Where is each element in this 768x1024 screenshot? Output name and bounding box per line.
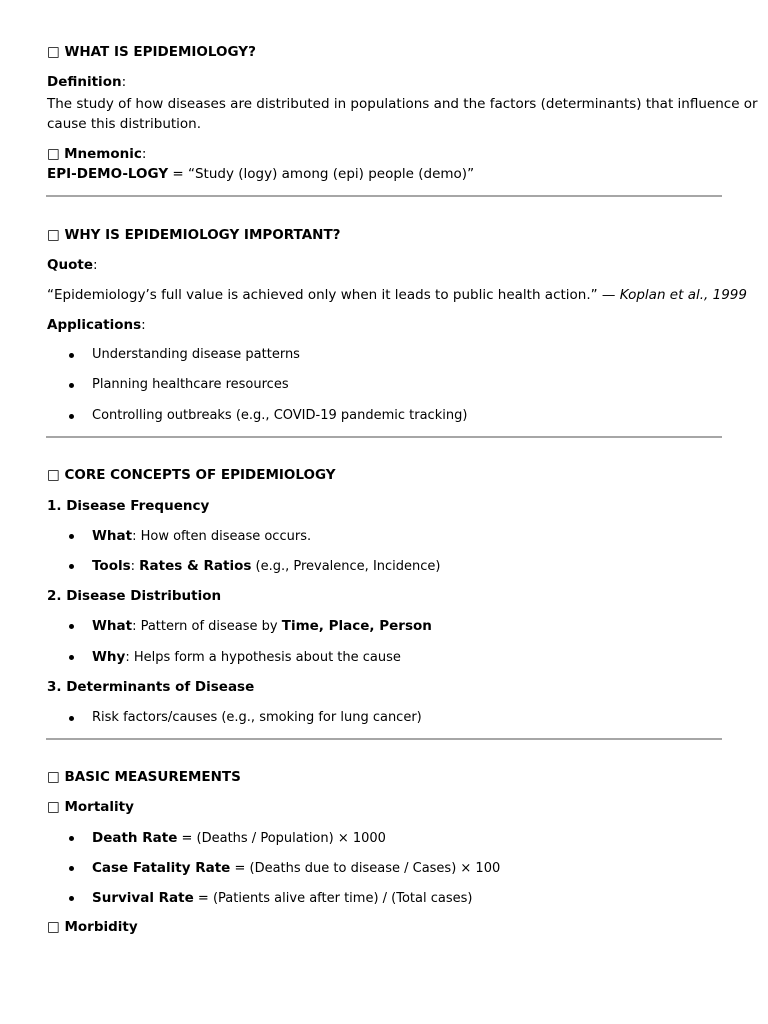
placeholder-icon: □: [47, 769, 60, 785]
item-text: : How often disease occurs.: [132, 529, 312, 544]
bullet-icon: [69, 534, 74, 539]
section-heading-why-important: [47, 226, 341, 244]
definition-text-line-2: cause this distribution.: [47, 116, 202, 132]
subheading-text: Morbidity: [64, 919, 138, 935]
list-item: [92, 648, 401, 667]
bullet-icon: [69, 414, 74, 419]
mnemonic-label: Mnemonic: [64, 146, 142, 162]
item-label: What: [92, 618, 133, 634]
definition-label-line: [47, 73, 126, 91]
list-item: [92, 557, 440, 576]
bullet-icon: [69, 564, 74, 569]
list-item: [92, 617, 432, 636]
list-item: [92, 829, 386, 848]
item-text: : Helps form a hypothesis about the cause: [125, 650, 401, 665]
subheading-disease-distribution: 2. Disease Distribution: [47, 588, 222, 604]
list-item: [92, 527, 311, 546]
section-heading-basic-measurements: [47, 768, 241, 786]
bullet-icon: [69, 655, 74, 660]
definition-label: Definition: [47, 74, 122, 90]
subheading-morbidity: [47, 918, 138, 936]
mnemonic-term: EPI-DEMO-LOGY: [47, 166, 169, 182]
mnemonic-text: = “Study (logy) among (epi) people (demo)”: [168, 166, 475, 182]
list-item: [92, 859, 500, 878]
list-item: Planning healthcare resources: [92, 377, 289, 392]
section-heading-what-is: [47, 43, 256, 61]
subheading-mortality: [47, 798, 134, 816]
list-item: Understanding disease patterns: [92, 347, 300, 362]
bullet-icon: [69, 383, 74, 388]
heading-text: BASIC MEASUREMENTS: [64, 769, 241, 785]
definition-colon: :: [121, 74, 127, 90]
quote-text: “Epidemiology’s full value is achieved only when it leads to public health action.” —: [47, 287, 620, 303]
heading-text: WHY IS EPIDEMIOLOGY IMPORTANT?: [64, 227, 341, 243]
section-divider: [46, 436, 722, 438]
bullet-icon: [69, 353, 74, 358]
placeholder-icon: □: [47, 919, 60, 935]
bullet-icon: [69, 716, 74, 721]
subheading-disease-frequency: 1. Disease Frequency: [47, 498, 210, 514]
item-text: :: [130, 559, 140, 574]
applications-colon: :: [141, 317, 146, 333]
item-label: Death Rate: [92, 830, 178, 846]
placeholder-icon: □: [47, 227, 60, 243]
placeholder-icon: □: [47, 44, 60, 60]
bullet-icon: [69, 624, 74, 629]
item-bold-text: Time, Place, Person: [281, 618, 432, 634]
quote-line: [47, 286, 747, 304]
placeholder-icon: □: [47, 799, 60, 815]
item-label: Tools: [92, 558, 131, 574]
section-divider: [46, 195, 722, 197]
section-divider: [46, 738, 722, 740]
item-text-2: (e.g., Prevalence, Incidence): [251, 559, 441, 574]
subheading-text: Mortality: [64, 799, 134, 815]
mnemonic-label-line: [47, 145, 146, 163]
subheading-determinants: 3. Determinants of Disease: [47, 679, 255, 695]
item-label: What: [92, 528, 133, 544]
list-item: [92, 889, 472, 908]
item-bold-text: Rates & Ratios: [139, 558, 252, 574]
item-text: = (Deaths due to disease / Cases) × 100: [230, 861, 501, 876]
placeholder-icon: □: [47, 467, 60, 483]
item-text: = (Patients alive after time) / (Total cases): [193, 891, 473, 906]
item-label: Case Fatality Rate: [92, 860, 231, 876]
item-label: Survival Rate: [92, 890, 194, 906]
section-heading-core-concepts: [47, 466, 336, 484]
bullet-icon: [69, 896, 74, 901]
quote-source: Koplan et al: [619, 287, 700, 303]
quote-colon: :: [92, 257, 98, 273]
item-label: Why: [92, 649, 126, 665]
list-item: Risk factors/causes (e.g., smoking for lung cancer): [92, 710, 422, 725]
definition-text-line-1: The study of how diseases are distributed in populations and the factors (determinants) that influence or: [47, 96, 758, 112]
list-item: Controlling outbreaks (e.g., COVID-19 pandemic tracking): [92, 408, 468, 423]
quote-label: Quote: [47, 257, 93, 273]
mnemonic-line: [47, 165, 474, 183]
bullet-icon: [69, 836, 74, 841]
quote-label-line: [47, 256, 98, 274]
applications-label-line: [47, 316, 146, 334]
quote-year: ., 1999: [699, 287, 747, 303]
heading-text: WHAT IS EPIDEMIOLOGY?: [64, 44, 256, 60]
item-text: : Pattern of disease by: [132, 619, 282, 634]
heading-text: CORE CONCEPTS OF EPIDEMIOLOGY: [64, 467, 336, 483]
applications-label: Applications: [47, 317, 142, 333]
bullet-icon: [69, 866, 74, 871]
mnemonic-colon: :: [141, 146, 147, 162]
item-text: = (Deaths / Population) × 1000: [177, 831, 386, 846]
placeholder-icon: □: [47, 146, 60, 162]
